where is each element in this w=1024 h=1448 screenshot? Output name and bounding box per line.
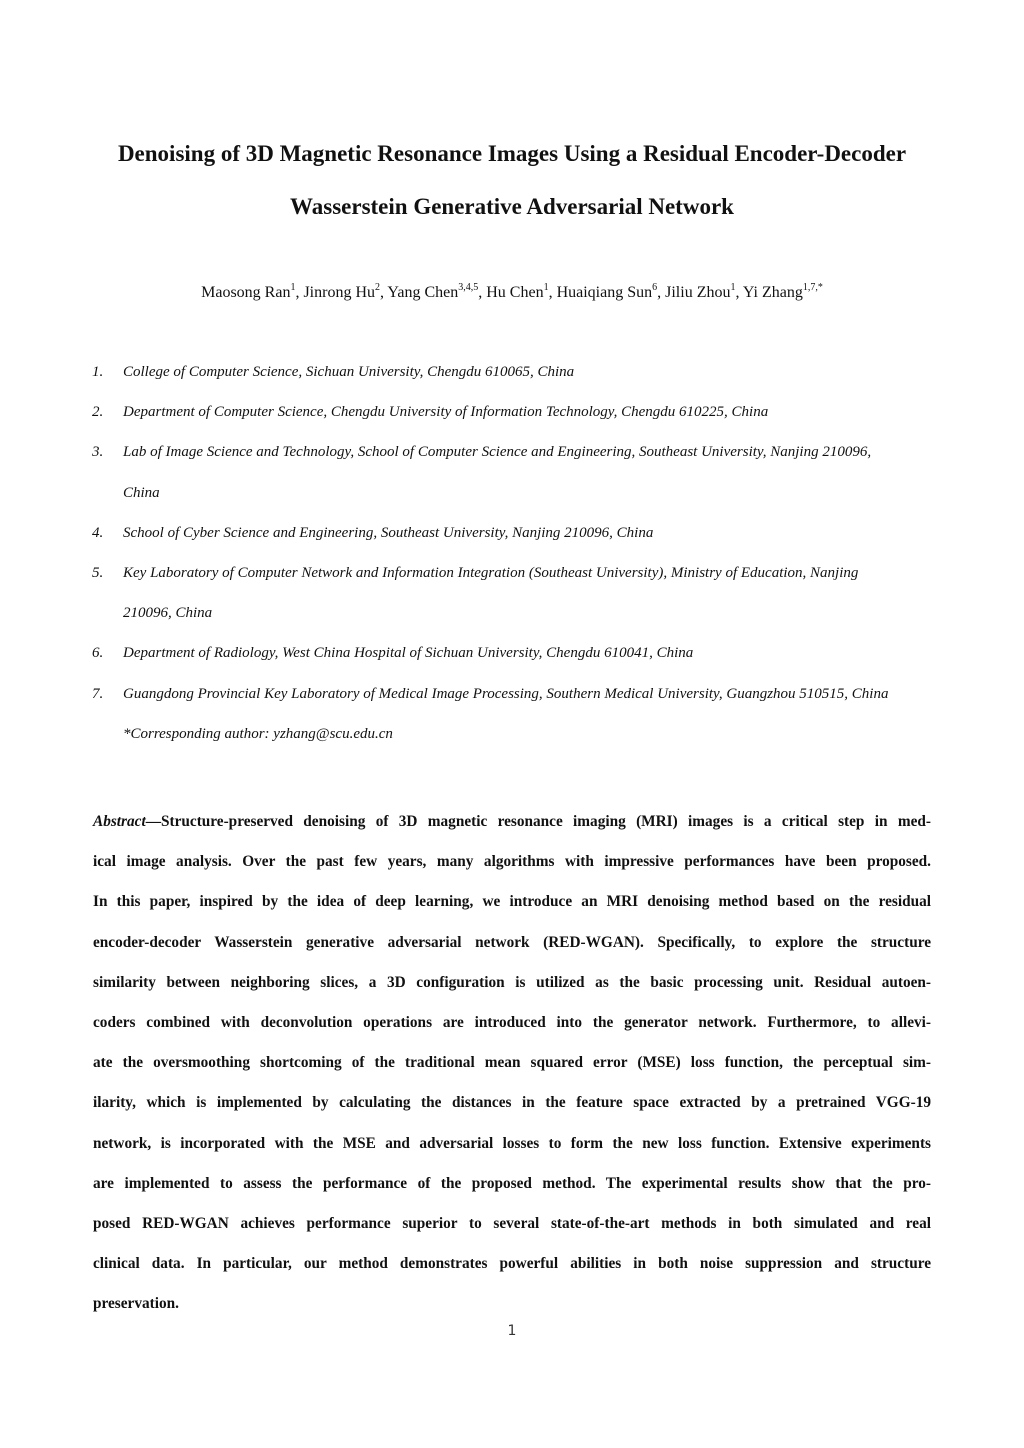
paper-title-line-1: Denoising of 3D Magnetic Resonance Images Using a Residual Encoder-Decoder (117, 141, 907, 166)
affiliation-item (0, 562, 1024, 602)
abstract-line: In this paper, inspired by the idea of deep learning, we introduce an MRI denoising method based on the residual (93, 893, 931, 911)
abstract-line: ate the oversmoothing shortcoming of the traditional mean squared error (MSE) loss function, the perceptual sim- (93, 1054, 931, 1072)
affiliation-continuation (0, 602, 1024, 642)
affiliation-item (0, 642, 1024, 682)
abstract-line: network, is incorporated with the MSE and adversarial losses to form the new loss function. Extensive experiments (93, 1134, 931, 1152)
abstract-line: coders combined with deconvolution operations are introduced into the generator network. Furthermore, to allevi- (93, 1013, 931, 1031)
author-separator: , (478, 284, 487, 301)
author-affiliation-sup: 1 (543, 281, 549, 293)
affiliation-item (0, 401, 1024, 441)
affiliation-text: College of Computer Science, Sichuan University, Chengdu 610065, China (123, 364, 575, 380)
affiliation-item (0, 361, 1024, 401)
affiliation-number: 7. (92, 685, 104, 702)
abstract-label: Abstract (93, 813, 146, 830)
author-affiliation-sup: 1,7,* (802, 281, 823, 293)
author-separator: , (380, 284, 388, 301)
author-affiliation-sup: 2 (375, 281, 381, 293)
affiliation-text: Key Laboratory of Computer Network and Information Integration (Southeast University), Ministry of Education, Nanjing (123, 564, 859, 581)
author-name: Maosong Ran (201, 284, 291, 301)
abstract-line: encoder-decoder Wasserstein generative adversarial network (RED-WGAN). Specifically, to explore the structure (93, 933, 931, 951)
affiliation-number: 2. (92, 404, 104, 421)
author-separator: , (735, 284, 743, 301)
affiliation-item (0, 441, 1024, 481)
affiliation-number: 5. (92, 564, 104, 581)
affiliation-number: 6. (92, 645, 104, 662)
author-affiliation-sup: 6 (652, 281, 658, 293)
abstract-line: preservation. (93, 1295, 179, 1313)
affiliation-continuation (0, 482, 1024, 522)
author-affiliation-sup: 1 (290, 281, 296, 293)
abstract-dash: — (145, 813, 161, 830)
author (387, 281, 487, 301)
author-name: Yang Chen (387, 284, 459, 301)
author-name: Yi Zhang (742, 284, 803, 301)
affiliation-text: Department of Computer Science, Chengdu University of Information Technology, Chengdu 610225, China (123, 404, 769, 421)
abstract (93, 802, 931, 1324)
affiliation-text: Department of Radiology, West China Hospital of Sichuan University, Chengdu 610041, China (123, 645, 694, 662)
author-name: Jiliu Zhou (665, 284, 731, 301)
author-name: Jinrong Hu (303, 284, 376, 301)
author (556, 281, 666, 301)
affiliation-text: Guangdong Provincial Key Laboratory of Medical Image Processing, Southern Medical University, Guangzhou 510515, China (123, 685, 889, 702)
page-number: 1 (507, 1323, 517, 1339)
author (201, 281, 304, 301)
affiliation-item (0, 683, 1024, 723)
corresponding-author-text: *Corresponding author: yzhang@scu.edu.cn (123, 725, 393, 742)
author-affiliation-sup: 3,4,5 (458, 281, 479, 293)
author (486, 281, 557, 301)
affiliation-text: Lab of Image Science and Technology, School of Computer Science and Engineering, Southeast University, Nanjing 210096, (123, 444, 872, 461)
affiliation-number: 4. (92, 524, 104, 541)
author-separator: , (657, 284, 666, 301)
abstract-line: similarity between neighboring slices, a 3D configuration is utilized as the basic processing unit. Residual autoen- (93, 973, 931, 991)
abstract-line: ilarity, which is implemented by calculating the distances in the feature space extracted by a pretrained VGG-19 (93, 1094, 931, 1112)
author (665, 281, 743, 301)
affiliation-text: 210096, China (123, 605, 213, 622)
affiliation-text: School of Cyber Science and Engineering, Southeast University, Nanjing 210096, China (123, 524, 654, 541)
corresponding-author (0, 723, 1024, 763)
affiliation-list (0, 361, 1024, 763)
author-separator: , (295, 284, 304, 301)
affiliation-item (0, 522, 1024, 562)
author-name: Hu Chen (486, 284, 544, 301)
author (303, 281, 388, 301)
affiliation-number: 3. (92, 444, 104, 461)
author-separator: , (548, 284, 557, 301)
abstract-line-text: Structure-preserved denoising of 3D magnetic resonance imaging (MRI) images is a critical step in med- (161, 813, 931, 830)
affiliation-text: China (123, 484, 160, 501)
author (742, 281, 823, 301)
author-affiliation-sup: 1 (730, 281, 736, 293)
paper-title-line-2: Wasserstein Generative Adversarial Network (290, 194, 734, 219)
abstract-line: ical image analysis. Over the past few years, many algorithms with impressive performances have been proposed. (93, 853, 931, 871)
abstract-line: posed RED-WGAN achieves performance superior to several state-of-the-art methods in both simulated and real (93, 1214, 931, 1232)
author-list (0, 282, 1024, 304)
author-name: Huaiqiang Sun (556, 284, 653, 301)
abstract-line: clinical data. In particular, our method demonstrates powerful abilities in both noise suppression and structure (93, 1255, 931, 1273)
affiliation-number: 1. (92, 364, 104, 380)
abstract-line (93, 802, 931, 842)
abstract-line: are implemented to assess the performance of the proposed method. The experimental results show that the pro- (93, 1174, 931, 1192)
